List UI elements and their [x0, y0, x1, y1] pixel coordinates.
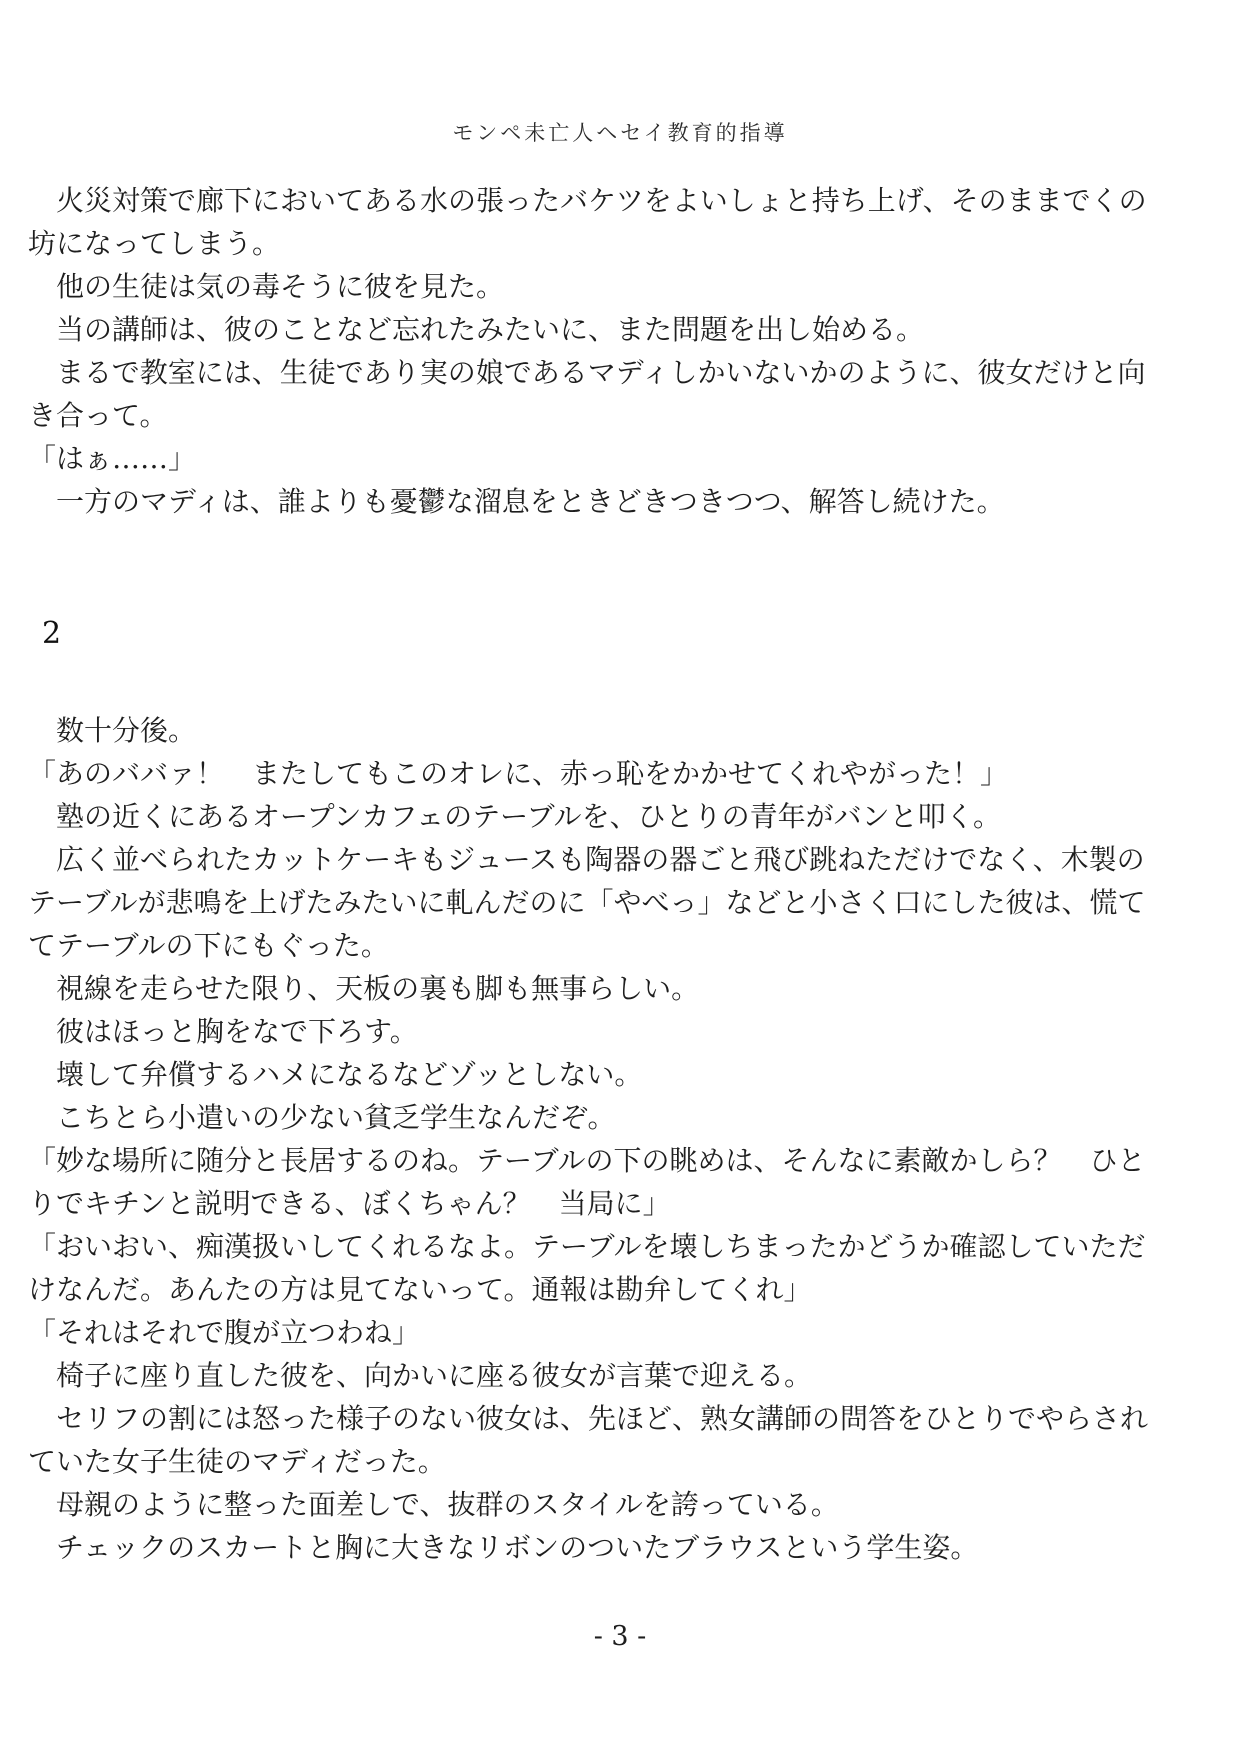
body-line: 「はぁ……」 — [28, 442, 197, 475]
section-number: 2 — [42, 616, 62, 651]
body-line: 視線を走らせた限り、天板の裏も脚も無事らしい。 — [28, 972, 700, 1005]
body-line: こちとら小遣いの少ない貧乏学生なんだぞ。 — [28, 1101, 616, 1134]
body-line: 彼はほっと胸をなで下ろす。 — [28, 1015, 418, 1048]
body-line: チェックのスカートと胸に大きなリボンのついたブラウスという学生姿。 — [28, 1531, 979, 1564]
body-line: 他の生徒は気の毒そうに彼を見た。 — [28, 270, 505, 303]
body-line: 広く並べられたカットケーキもジュースも陶器の器ごと飛び跳ねただけでなく、木製の — [28, 843, 1145, 876]
body-line: 母親のように整った面差しで、抜群のスタイルを誇っている。 — [28, 1488, 839, 1521]
body-line: 椅子に座り直した彼を、向かいに座る彼女が言葉で迎える。 — [28, 1359, 813, 1392]
body-line: き合って。 — [28, 399, 168, 432]
body-line: りでキチンと説明できる、ぼくちゃん？ 当局に」 — [28, 1187, 671, 1220]
body-line: 数十分後。 — [28, 714, 197, 747]
body-line: 一方のマディは、誰よりも憂鬱な溜息をときどきつきつつ、解答し続けた。 — [28, 485, 1005, 518]
body-line: テーブルが悲鳴を上げたみたいに軋んだのに「やべっ」などと小さく口にした彼は、慌て — [28, 886, 1146, 919]
body-line: 「あのババァ！ またしてもこのオレに、赤っ恥をかかせてくれやがった！」 — [28, 757, 1009, 790]
body-line: けなんだ。あんたの方は見てないって。通報は勘弁してくれ」 — [28, 1273, 812, 1306]
paragraph-block-2 — [28, 709, 1212, 1569]
page-number: - 3 - — [593, 1621, 647, 1652]
body-line: 坊になってしまう。 — [28, 227, 281, 260]
body-line: 「それはそれで腹が立つわね」 — [28, 1316, 421, 1349]
body-line: 当の講師は、彼のことなど忘れたみたいに、また問題を出し始める。 — [28, 313, 925, 346]
body-line: てテーブルの下にもぐった。 — [28, 929, 389, 962]
paragraph-block-1 — [28, 179, 1212, 523]
body-line: まるで教室には、生徒であり実の娘であるマディしかいないかのように、彼女だけと向 — [28, 356, 1146, 389]
body-line: ていた女子生徒のマディだった。 — [28, 1445, 446, 1478]
body-line: 火災対策で廊下においてある水の張ったバケツをよいしょと持ち上げ、そのままでくの — [28, 184, 1147, 217]
body-line: セリフの割には怒った様子のない彼女は、先ほど、熟女講師の問答をひとりでやらされ — [28, 1402, 1149, 1435]
page-title: モンペ未亡人ヘセイ教育的指導 — [452, 121, 788, 145]
body-line: 壊して弁償するハメになるなどゾッとしない。 — [28, 1058, 643, 1091]
document-page — [0, 120, 1240, 1754]
body-line: 「おいおい、痴漢扱いしてくれるなよ。テーブルを壊しちまったかどうか確認していただ — [28, 1230, 1146, 1263]
body-line: 「妙な場所に随分と長居するのね。テーブルの下の眺めは、そんなに素敵かしら？ ひと — [28, 1144, 1146, 1177]
body-line: 塾の近くにあるオープンカフェのテーブルを、ひとりの青年がバンと叩く。 — [28, 800, 1002, 833]
